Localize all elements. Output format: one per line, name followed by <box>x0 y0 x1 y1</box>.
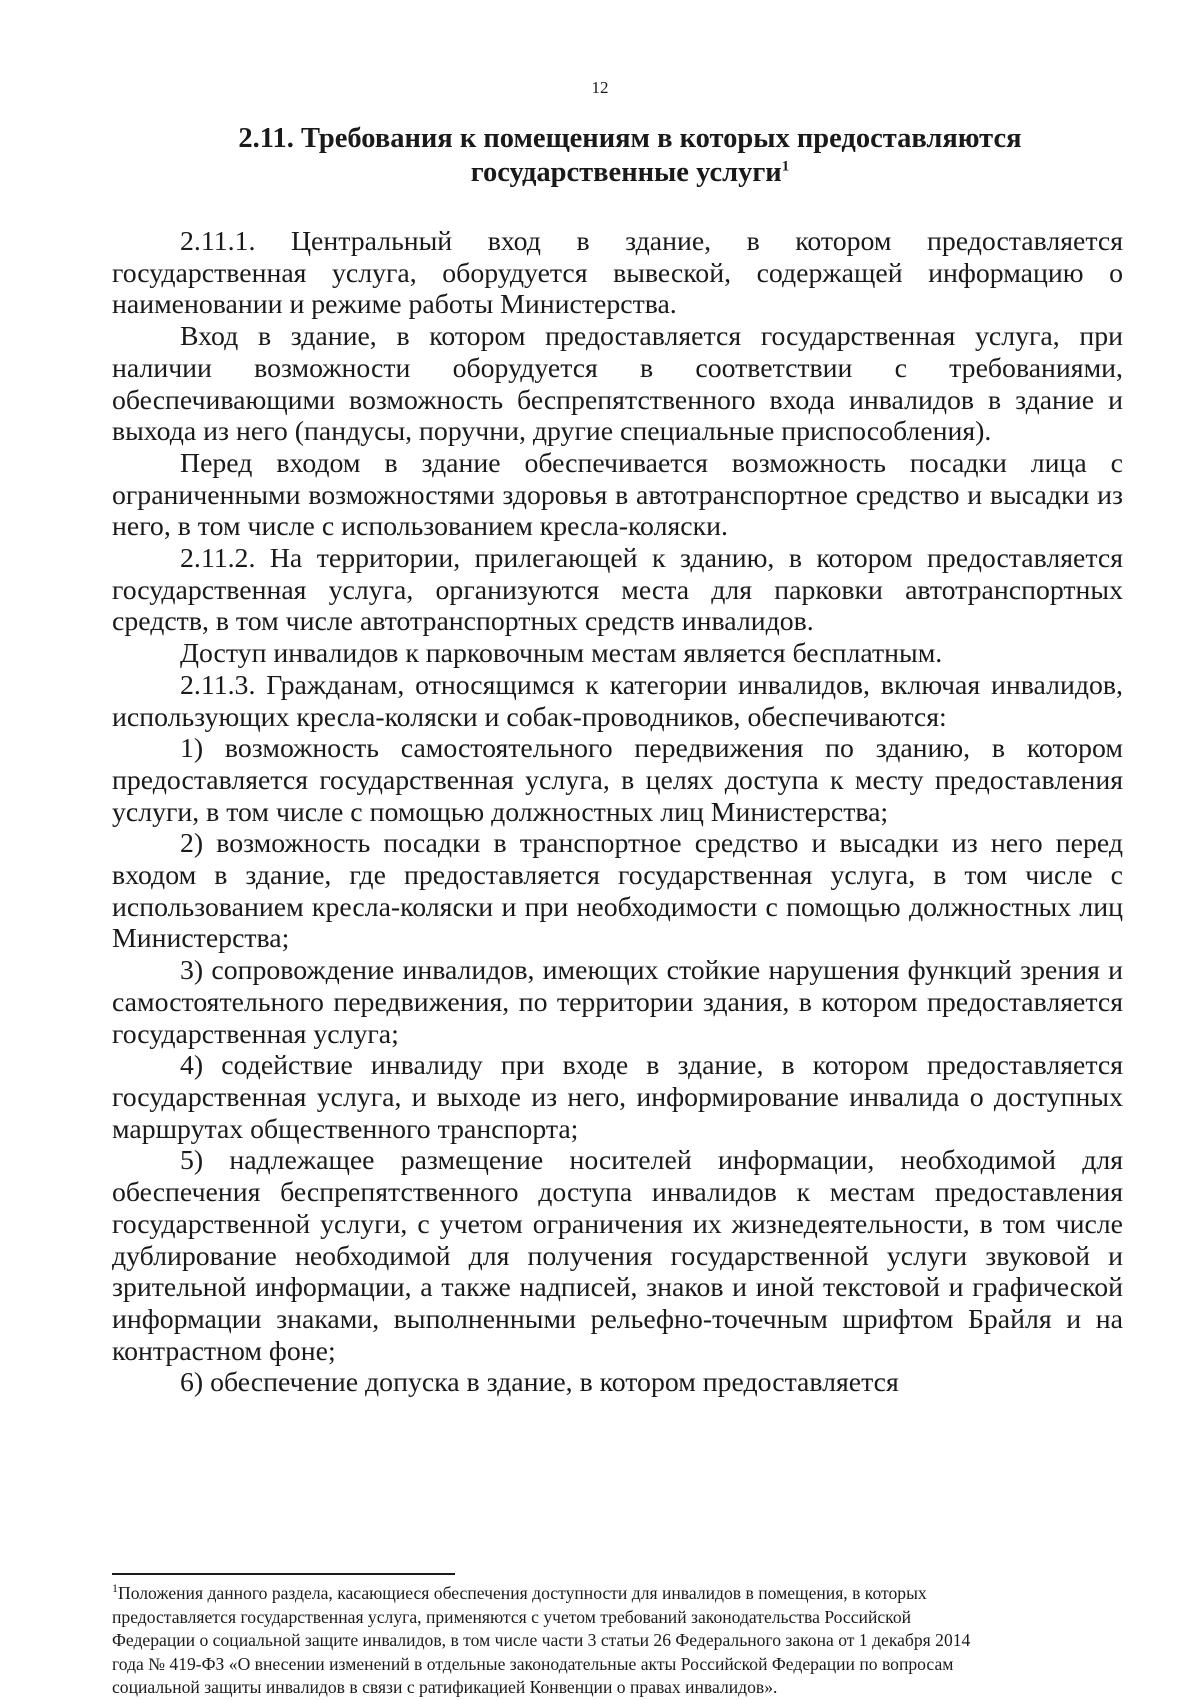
page-number: 12 <box>591 78 609 97</box>
footnote-line-3: Федерации о социальной защите инвалидов, в том числе части 3 статьи 26 Федерального закона от 1 декабря 2014 <box>112 1630 971 1651</box>
list-item-2: 2) возможность посадки в транспортное средство и высадки из него перед входом в здание, где предоставляется государственная услуга, в том числе с использованием кресла-коляски и при необходимости с помощью должностных лиц Министерства; <box>112 828 1123 955</box>
list-item-6: 6) обеспечение допуска в здание, в котором предоставляется <box>180 1367 899 1399</box>
footnote-divider <box>112 1573 455 1575</box>
footnote-mark: 1 <box>112 1581 118 1596</box>
heading-line-2 <box>130 156 1130 190</box>
list-item-3: 3) сопровождение инвалидов, имеющих стойкие нарушения функций зрения и самостоятельного передвижения, по территории здания, в котором предоставляется государственная услуга; <box>112 955 1123 1050</box>
paragraph-2-11-3: 2.11.3. Гражданам, относящимся к категории инвалидов, включая инвалидов, использующих кресла-коляски и собак-проводников, обеспечиваются: <box>112 669 1123 733</box>
footnote-line-2: предоставляется государственная услуга, применяются с учетом требований законодательства Российской <box>112 1606 912 1627</box>
paragraph-parking-free: Доступ инвалидов к парковочным местам является бесплатным. <box>180 638 943 670</box>
section-heading <box>130 122 1130 190</box>
footnote-line-1 <box>112 1582 1112 1606</box>
footnote-line-1-text: Положения данного раздела, касающиеся обеспечения доступности для инвалидов в помещения, в которых <box>118 1583 927 1603</box>
list-item-1: 1) возможность самостоятельного передвижения по зданию, в котором предоставляется государственная услуга, в целях доступа к месту предоставления услуги, в том числе с помощью должностных лиц Министерства; <box>112 733 1123 828</box>
footnote <box>112 1582 1112 1700</box>
paragraph-boarding: Перед входом в здание обеспечивается возможность посадки лица с ограниченными возможностями здоровья в автотранспортное средство и высадки из него, в том числе с использованием кресла-коляски. <box>112 447 1123 543</box>
body-text <box>112 226 1123 1399</box>
paragraph-2-11-1: 2.11.1. Центральный вход в здание, в котором предоставляется государственная услуга, оборудуется вывеской, содержащей информацию о наименовании и режиме работы Министерства. <box>112 226 1123 321</box>
list-item-5: 5) надлежащее размещение носителей информации, необходимой для обеспечения беспрепятственного доступа инвалидов к местам предоставления государственной услуги, с учетом ограничения их жизнедеятельности, в том числе дублирование необходимой для получения государственной услуги звуковой и зрительной информации, а также надписей, знаков и иной текстовой и графической информации знаками, выполненными рельефно-точечным шрифтом Брайля и на контрастном фоне; <box>112 1145 1123 1367</box>
heading-footnote-mark: 1 <box>781 158 790 175</box>
footnote-line-4: года № 419-ФЗ «О внесении изменений в отдельные законодательные акты Российской Федерации по вопросам <box>112 1653 954 1674</box>
paragraph-entrance-equipment: Вход в здание, в котором предоставляется государственная услуга, при наличии возможности оборудуется в соответствии с требованиями, обеспечивающими возможность беспрепятственного входа инвалидов в здание и выхода из него (пандусы, поручни, другие специальные приспособления). <box>112 321 1123 448</box>
heading-line-2-text: государственные услуги <box>470 157 782 188</box>
paragraph-2-11-2: 2.11.2. На территории, прилегающей к зданию, в котором предоставляется государственная услуга, организуются места для парковки автотранспортных средств, в том числе автотранспортных средств инвалидов. <box>112 543 1123 638</box>
heading-line-1: 2.11. Требования к помещениям в которых предоставляются <box>238 123 1022 154</box>
list-item-4: 4) содействие инвалиду при входе в здание, в котором предоставляется государственная услуга, и выходе из него, информирование инвалида о доступных маршрутах общественного транспорта; <box>112 1050 1123 1145</box>
footnote-line-5: социальной защиты инвалидов в связи с ратификацией Конвенции о правах инвалидов». <box>112 1677 778 1698</box>
